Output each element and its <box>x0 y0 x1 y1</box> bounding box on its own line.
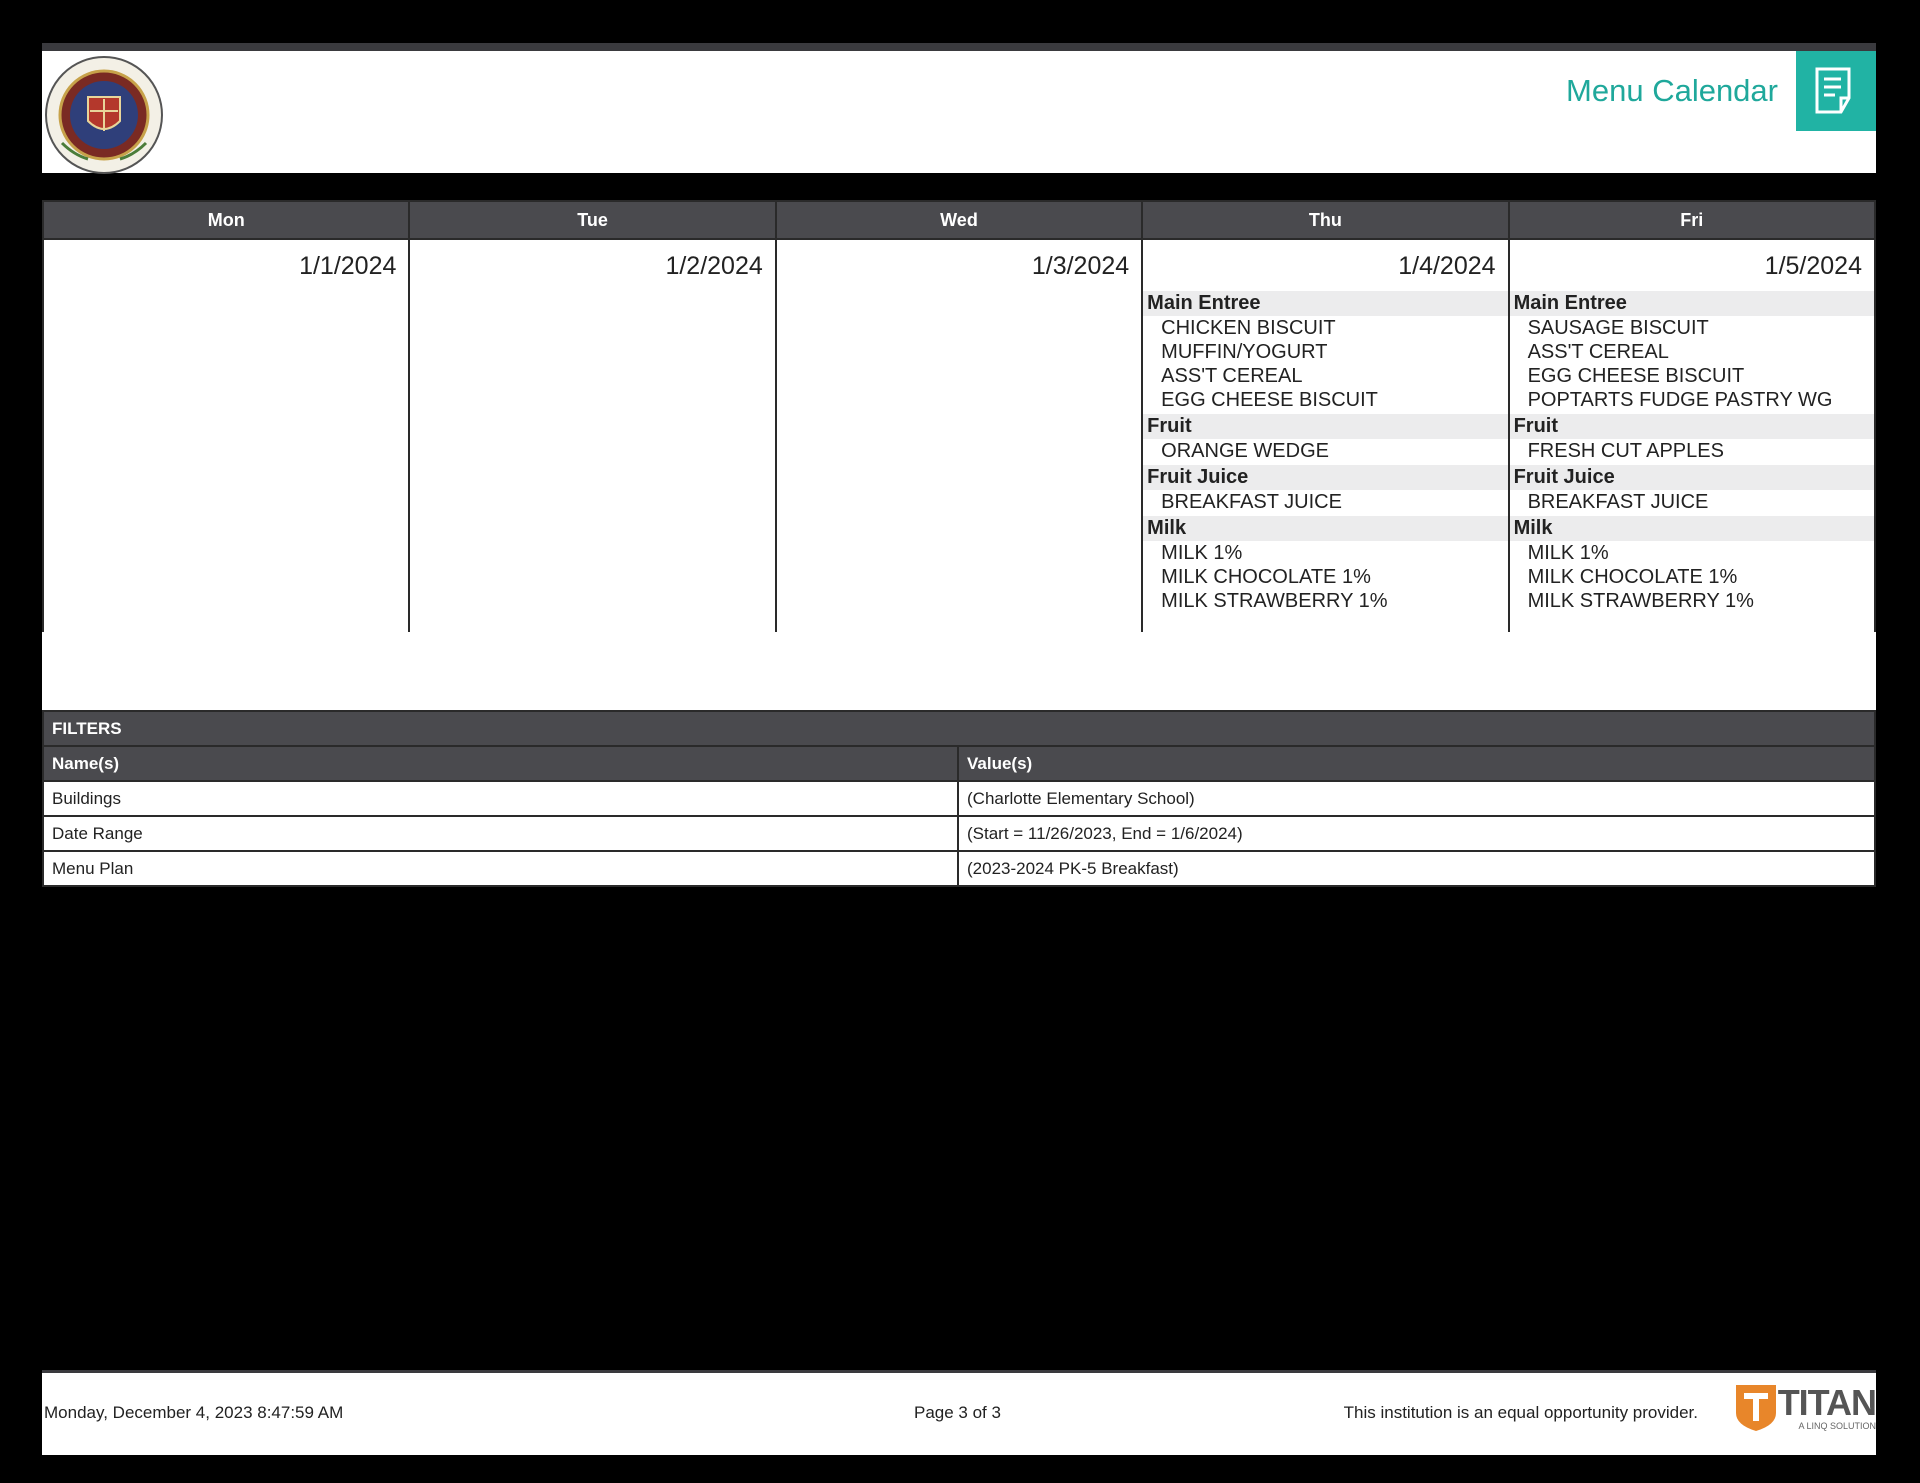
report-header <box>42 43 1876 173</box>
menu-category: Fruit Juice <box>1143 465 1507 490</box>
brand-tagline: A LINQ SOLUTION <box>1798 1421 1876 1431</box>
day-date: 1/3/2024 <box>1031 252 1130 280</box>
titan-shield-icon <box>1734 1383 1778 1433</box>
menu-item: MILK 1% <box>1161 542 1243 564</box>
menu-item: EGG CHEESE BISCUIT <box>1527 365 1745 387</box>
filter-row <box>43 816 1875 851</box>
menu-item: BREAKFAST JUICE <box>1527 491 1709 513</box>
filter-row <box>43 781 1875 816</box>
menu-category: Main Entree <box>1510 291 1874 316</box>
menu-item: CHICKEN BISCUIT <box>1161 317 1336 339</box>
menu-category: Milk <box>1510 516 1874 541</box>
menu-category: Milk <box>1143 516 1507 541</box>
menu-item: EGG CHEESE BISCUIT <box>1161 389 1378 411</box>
menu-item: SAUSAGE BISCUIT <box>1527 317 1709 339</box>
day-date: 1/2/2024 <box>665 252 763 280</box>
report-footer <box>42 1370 1876 1455</box>
district-seal-logo <box>44 55 164 175</box>
menu-item: MILK STRAWBERRY 1% <box>1527 590 1754 612</box>
equal-opportunity-notice: This institution is an equal opportunity provider. <box>1343 1403 1698 1422</box>
report-document-icon <box>1796 51 1876 131</box>
filter-row <box>43 851 1875 886</box>
filter-name: Date Range <box>43 816 958 851</box>
brand-name: TITAN <box>1777 1382 1876 1423</box>
day-header-fri: Fri <box>1509 201 1875 239</box>
day-date: 1/5/2024 <box>1764 252 1862 280</box>
filter-value: (2023-2024 PK-5 Breakfast) <box>958 851 1875 886</box>
page-title: Menu Calendar <box>1566 73 1778 108</box>
menu-item: MILK CHOCOLATE 1% <box>1161 566 1371 588</box>
filter-value: (Charlotte Elementary School) <box>958 781 1875 816</box>
menu-item: BREAKFAST JUICE <box>1161 491 1342 513</box>
day-header-thu: Thu <box>1142 201 1508 239</box>
filter-value: (Start = 11/26/2023, End = 1/6/2024) <box>958 816 1875 851</box>
filters-table <box>42 710 1876 887</box>
menu-item: ORANGE WEDGE <box>1161 440 1329 462</box>
filters-col-name: Name(s) <box>43 746 958 781</box>
filter-name: Buildings <box>43 781 958 816</box>
menu-calendar <box>42 200 1876 632</box>
day-date: 1/4/2024 <box>1398 252 1496 280</box>
titan-logo <box>1734 1383 1876 1433</box>
day-cell-tue <box>409 239 775 633</box>
day-header-wed: Wed <box>776 201 1142 239</box>
day-cell-mon <box>43 239 409 633</box>
print-timestamp: Monday, December 4, 2023 8:47:59 AM <box>44 1403 344 1422</box>
page-number: Page 3 of 3 <box>914 1403 1001 1422</box>
menu-category: Main Entree <box>1143 291 1507 316</box>
menu-category: Fruit <box>1510 414 1874 439</box>
menu-item: MILK STRAWBERRY 1% <box>1161 590 1388 612</box>
menu-item: MILK CHOCOLATE 1% <box>1527 566 1738 588</box>
day-header-tue: Tue <box>409 201 775 239</box>
filters-title: FILTERS <box>43 711 1875 746</box>
day-cell-wed <box>776 239 1142 633</box>
menu-item: MILK 1% <box>1527 542 1609 564</box>
day-cell-fri <box>1509 239 1875 633</box>
menu-category: Fruit <box>1143 414 1507 439</box>
spacer <box>42 632 1876 710</box>
filters-col-value: Value(s) <box>958 746 1875 781</box>
filter-name: Menu Plan <box>43 851 958 886</box>
day-date: 1/1/2024 <box>299 252 397 280</box>
menu-item: MUFFIN/YOGURT <box>1161 341 1328 363</box>
day-cell-thu <box>1142 239 1508 633</box>
menu-item: POPTARTS FUDGE PASTRY WG <box>1527 389 1833 411</box>
menu-item: ASS'T CEREAL <box>1161 365 1303 387</box>
day-header-mon: Mon <box>43 201 409 239</box>
menu-category: Fruit Juice <box>1510 465 1874 490</box>
menu-item: FRESH CUT APPLES <box>1527 440 1724 462</box>
menu-item: ASS'T CEREAL <box>1527 341 1669 363</box>
